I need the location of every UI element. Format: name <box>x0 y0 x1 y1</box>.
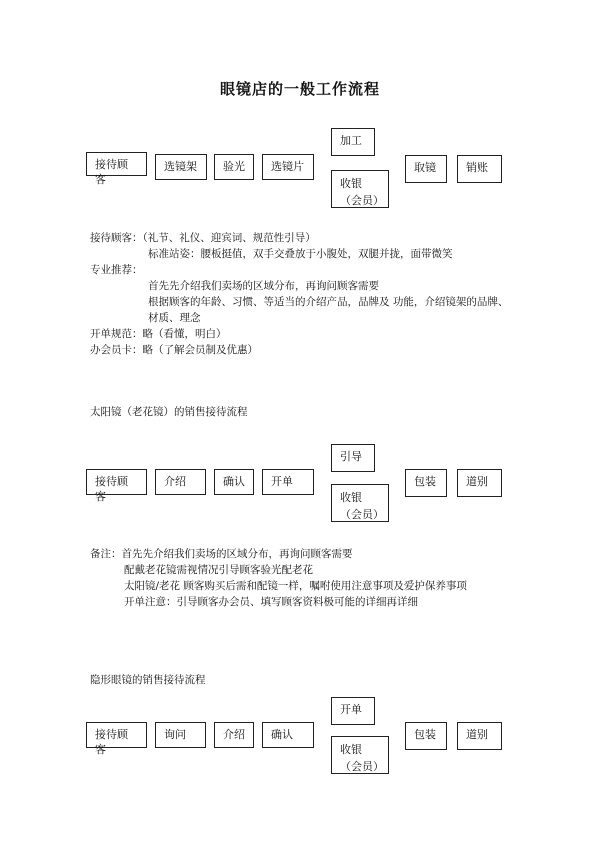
note-reading-glasses: 配戴老花镜需视情况引导顾客验光配老花 <box>124 564 313 576</box>
flow-branch-cashier: 收银（会员） <box>331 736 389 774</box>
flow-step-introduce: 介绍 <box>155 469 206 495</box>
flow-step-choose-lens: 选镜片 <box>262 154 314 180</box>
note-recommend-3: 材质、理念 <box>148 312 201 324</box>
section-heading-contacts: 隐形眼镜的销售接待流程 <box>90 674 206 686</box>
flow-step-reception: 接待顾客 <box>86 469 147 495</box>
flow-branch-guide: 引导 <box>331 444 375 472</box>
note-order-attention: 开单注意：引导顾客办会员、填写顾客资料极可能的详细再详细 <box>124 596 418 608</box>
note-recommend-2: 根据顾客的年龄、习惯、等适当的介绍产品，品牌及 功能，介绍镜架的品牌、 <box>148 296 509 308</box>
flow-step-pack: 包装 <box>405 469 447 497</box>
note-remark: 备注：首先先介绍我们卖场的区域分布，再询问顾客需要 <box>90 548 353 560</box>
flow-branch-cashier: 收银（会员） <box>331 484 389 522</box>
note-membership: 办会员卡：略（了解会员制及优惠） <box>90 344 258 356</box>
flow-step-farewell: 道别 <box>457 469 502 497</box>
flow-step-open-order: 开单 <box>262 469 314 495</box>
flow-step-reception: 接待顾客 <box>86 152 147 176</box>
page-title: 眼镜店的一般工作流程 <box>219 80 380 98</box>
flow-branch-processing: 加工 <box>331 128 375 156</box>
flow-step-reception: 接待顾客 <box>86 722 147 748</box>
flow-step-farewell: 道别 <box>457 722 502 750</box>
note-recommend-1: 首先先介绍我们卖场的区域分布，再询问顾客需要 <box>148 280 379 292</box>
flow-step-close-account: 销账 <box>457 155 502 183</box>
flow-step-confirm: 确认 <box>262 722 314 748</box>
flow-step-choose-frame: 选镜架 <box>155 154 207 180</box>
flow-branch-open-order: 开单 <box>331 697 375 725</box>
note-posture: 标准站姿：腰板挺值，双手交叠放于小腹处，双腿并拢，面带微笑 <box>148 248 453 260</box>
section-heading-sunglasses: 太阳镜（老花镜）的销售接待流程 <box>90 406 248 418</box>
flow-step-pickup: 取镜 <box>405 155 447 183</box>
flow-step-inquire: 询问 <box>155 722 206 748</box>
flow-branch-cashier: 收银（会员） <box>331 170 389 208</box>
flow-step-eye-exam: 验光 <box>214 154 254 180</box>
note-reception: 接待顾客：（礼节、礼仪、迎宾词、规范性引导） <box>90 232 316 244</box>
note-order-rules: 开单规范：略（看懂，明白） <box>90 328 227 340</box>
flow-step-pack: 包装 <box>405 722 447 750</box>
flow-step-confirm: 确认 <box>214 469 254 495</box>
flow-step-introduce: 介绍 <box>214 722 254 748</box>
note-recommend-heading: 专业推荐： <box>90 264 143 276</box>
note-after-purchase: 太阳镜/老花 顾客购买后需和配镜一样，嘱咐使用注意事项及爱护保养事项 <box>124 580 467 592</box>
